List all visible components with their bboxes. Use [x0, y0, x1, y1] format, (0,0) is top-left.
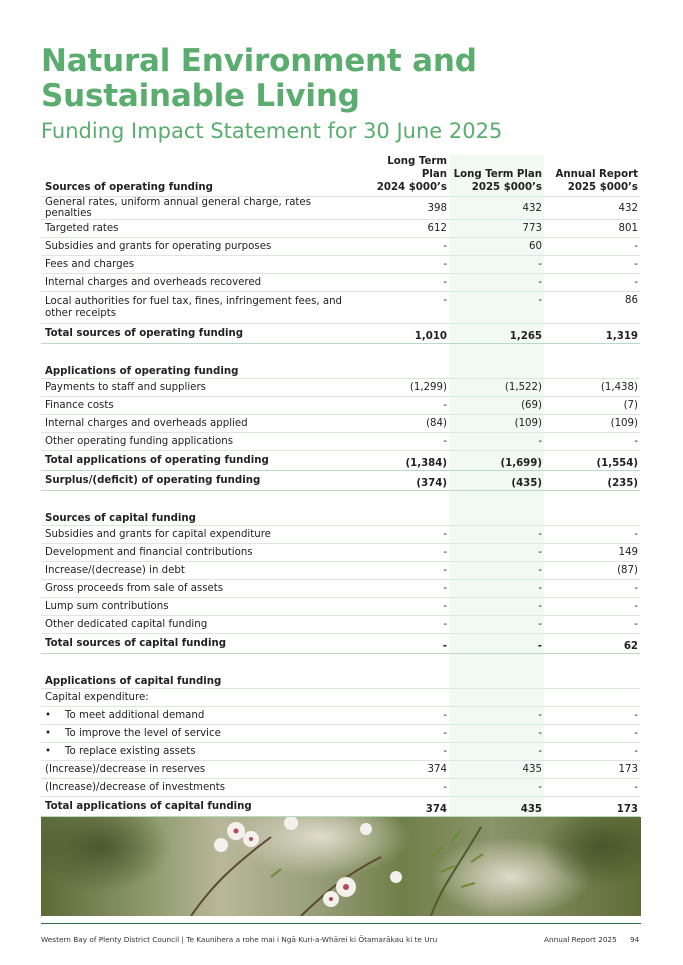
table-row-general-rates [41, 197, 640, 220]
page-title-line-2: Sustainable Living [41, 78, 360, 114]
table-cell-value: (1,438) [544, 379, 640, 397]
table-header-row [41, 155, 640, 197]
footer-council-name: Western Bay of Plenty District Council | Te Kaunihera a rohe mai i Ngā Kuri-a-Whārei ki Ōtamarākau ki te Uru [41, 935, 438, 944]
table-cell-value: - [449, 274, 544, 292]
table-row-total-sources-capital [41, 634, 640, 654]
table-row-investments [41, 779, 640, 797]
manuka-flowers-illustration [41, 817, 641, 916]
table-cell-value: (235) [544, 471, 640, 491]
table-cell-value: (435) [449, 471, 544, 491]
table-cell-label [41, 491, 356, 505]
table-cell-value: - [449, 562, 544, 580]
table-cell-label: Total applications of operating funding [41, 451, 356, 471]
table-row-total-applications-capital [41, 797, 640, 817]
table-cell-value: - [356, 238, 449, 256]
table-cell-value: - [544, 256, 640, 274]
table-cell-label [544, 357, 640, 379]
table-cell-label [41, 654, 356, 668]
table-cell-value: 173 [544, 761, 640, 779]
table-cell-label [544, 504, 640, 526]
table-row-total-sources-operating [41, 324, 640, 344]
table-cell-value: - [449, 779, 544, 797]
table-cell-value: 1,319 [544, 324, 640, 344]
table-cell-value: 173 [544, 797, 640, 817]
table-cell-label: Lump sum contributions [41, 598, 356, 616]
table-cell-value: 435 [449, 797, 544, 817]
table-cell-value: - [449, 743, 544, 761]
table-cell-value: (1,522) [449, 379, 544, 397]
page-number: 94 [630, 935, 640, 944]
table-cell-value: 612 [356, 220, 449, 238]
table-cell-value: - [544, 725, 640, 743]
table-cell-value: - [449, 634, 544, 654]
table-cell-label [449, 504, 544, 526]
table-cell-label [449, 344, 544, 358]
table-cell-value: - [449, 433, 544, 451]
table-row-total-applications-operating [41, 451, 640, 471]
table-cell-label: Sources of capital funding [41, 504, 356, 526]
table-cell-value: - [544, 598, 640, 616]
table-cell-value: (87) [544, 562, 640, 580]
table-row-local-authorities [41, 292, 640, 324]
table-row-other-dedicated [41, 616, 640, 634]
table-cell-value: - [544, 580, 640, 598]
table-cell-label: Increase/(decrease) in debt [41, 562, 356, 580]
table-cell-label: Other operating funding applications [41, 433, 356, 451]
table-cell-value: - [449, 707, 544, 725]
table-cell-value: - [356, 274, 449, 292]
table-cell-value: (1,384) [356, 451, 449, 471]
table-cell-value: - [544, 743, 640, 761]
table-cell-value: - [544, 238, 640, 256]
table-cell-label [544, 667, 640, 689]
table-row-internal-applied [41, 415, 640, 433]
table-cell-label: Capital expenditure: [41, 689, 356, 707]
footer-report-title: Annual Report 2025 [544, 935, 617, 944]
table-cell-label: Other dedicated capital funding [41, 616, 356, 634]
table-cell-label [356, 654, 449, 668]
table-cell-value: 62 [544, 634, 640, 654]
table-cell-value: - [449, 256, 544, 274]
table-row-finance-costs [41, 397, 640, 415]
table-row-reserves [41, 761, 640, 779]
table-cell-label: Development and financial contributions [41, 544, 356, 562]
table-row-surplus-operating [41, 471, 640, 491]
table-cell-value: 1,010 [356, 324, 449, 344]
table-cell-label [449, 689, 544, 707]
table-cell-value: (374) [356, 471, 449, 491]
column-header-ltp-2025: Long Term Plan 2025 $000’s [449, 155, 544, 197]
table-cell-label [544, 689, 640, 707]
table-cell-value: (109) [544, 415, 640, 433]
table-cell-label [356, 491, 449, 505]
table-cell-value: 374 [356, 761, 449, 779]
table-cell-label [41, 344, 356, 358]
table-cell-label [356, 667, 449, 689]
table-cell-value: 86 [544, 292, 640, 324]
table-cell-label [449, 491, 544, 505]
table-cell-label: Total applications of capital funding [41, 797, 356, 817]
section-heading-sources-operating: Sources of operating funding [41, 155, 356, 197]
funding-impact-table [41, 155, 640, 857]
table-cell-value: - [356, 397, 449, 415]
table-cell-label: (Increase)/decrease of investments [41, 779, 356, 797]
table-cell-label: Subsidies and grants for operating purposes [41, 238, 356, 256]
table-row-subsidies-capital [41, 526, 640, 544]
table-cell-value: - [356, 779, 449, 797]
table-cell-value: - [544, 779, 640, 797]
footer-rule [41, 923, 641, 924]
section-heading-applications-capital [41, 667, 640, 689]
table-cell-value: - [356, 616, 449, 634]
table-cell-value: - [449, 725, 544, 743]
table-cell-value: (7) [544, 397, 640, 415]
table-row-increase-debt [41, 562, 640, 580]
table-cell-value: - [356, 544, 449, 562]
table-cell-value: - [356, 256, 449, 274]
column-header-annual-report-2025: Annual Report 2025 $000’s [544, 155, 640, 197]
table-cell-label: Internal charges and overheads applied [41, 415, 356, 433]
table-cell-label: (Increase)/decrease in reserves [41, 761, 356, 779]
table-cell-label: Total sources of capital funding [41, 634, 356, 654]
table-cell-value: - [356, 743, 449, 761]
table-cell-value: - [356, 562, 449, 580]
table-cell-label: Fees and charges [41, 256, 356, 274]
table-row-gross-proceeds [41, 580, 640, 598]
table-cell-label [356, 344, 449, 358]
table-cell-value: (1,699) [449, 451, 544, 471]
table-row-improve-service [41, 725, 640, 743]
table-cell-label: Surplus/(deficit) of operating funding [41, 471, 356, 491]
table-cell-value: (84) [356, 415, 449, 433]
table-cell-label [544, 491, 640, 505]
table-cell-label: Local authorities for fuel tax, fines, infringement fees, and other receipts [41, 292, 356, 324]
table-cell-value: 398 [356, 197, 449, 220]
table-cell-value: - [356, 292, 449, 324]
table-row-lump-sum [41, 598, 640, 616]
table-cell-value: 435 [449, 761, 544, 779]
table-cell-label [544, 654, 640, 668]
table-cell-value: - [356, 725, 449, 743]
table-cell-value: 432 [449, 197, 544, 220]
table-cell-label: Payments to staff and suppliers [41, 379, 356, 397]
table-row-subsidies-operating [41, 238, 640, 256]
table-cell-value: - [544, 616, 640, 634]
table-cell-value: - [449, 544, 544, 562]
table-row-replace-assets [41, 743, 640, 761]
table-cell-label: • To meet additional demand [41, 707, 356, 725]
table-cell-value: - [544, 433, 640, 451]
table-cell-value: (69) [449, 397, 544, 415]
table-row-meet-demand [41, 707, 640, 725]
table-cell-value: - [449, 580, 544, 598]
table-cell-value: - [356, 634, 449, 654]
table-cell-value: (109) [449, 415, 544, 433]
table-cell-label [449, 357, 544, 379]
table-cell-label [544, 344, 640, 358]
table-cell-value: - [544, 274, 640, 292]
table-cell-label: Total sources of operating funding [41, 324, 356, 344]
table-cell-label: General rates, uniform annual general charge, rates penalties [41, 197, 356, 220]
table-cell-label [356, 689, 449, 707]
table-row-fees [41, 256, 640, 274]
table-cell-value: (1,554) [544, 451, 640, 471]
table-cell-label: Gross proceeds from sale of assets [41, 580, 356, 598]
table-cell-label: Targeted rates [41, 220, 356, 238]
table-cell-value: - [544, 707, 640, 725]
table-cell-label [449, 654, 544, 668]
table-cell-value: - [356, 526, 449, 544]
table-cell-value: 149 [544, 544, 640, 562]
table-cell-value: - [356, 580, 449, 598]
table-cell-value: - [356, 707, 449, 725]
table-cell-label: Subsidies and grants for capital expenditure [41, 526, 356, 544]
table-cell-label: • To improve the level of service [41, 725, 356, 743]
table-row-internal-recovered [41, 274, 640, 292]
table-cell-value: 374 [356, 797, 449, 817]
table-cell-value: (1,299) [356, 379, 449, 397]
table-row-targeted-rates [41, 220, 640, 238]
table-cell-label [356, 504, 449, 526]
table-cell-value: - [356, 598, 449, 616]
section-heading-applications-operating [41, 357, 640, 379]
table-cell-label [449, 667, 544, 689]
table-row-development-contributions [41, 544, 640, 562]
table-cell-label: Applications of capital funding [41, 667, 356, 689]
table-cell-value: - [449, 526, 544, 544]
section-heading-sources-capital [41, 504, 640, 526]
table-cell-value: 801 [544, 220, 640, 238]
table-cell-value: 432 [544, 197, 640, 220]
table-row-payments-staff [41, 379, 640, 397]
table-cell-label: Internal charges and overheads recovered [41, 274, 356, 292]
table-cell-value: - [449, 598, 544, 616]
table-cell-label: Finance costs [41, 397, 356, 415]
table-cell-label: • To replace existing assets [41, 743, 356, 761]
manuka-flowers-photo [41, 817, 641, 916]
table-cell-label [356, 357, 449, 379]
column-header-ltp-2024: Long Term Plan 2024 $000’s [356, 155, 449, 197]
page-title-line-1: Natural Environment and [41, 43, 477, 79]
table-row-other-operating [41, 433, 640, 451]
table-cell-value: 60 [449, 238, 544, 256]
page-title [41, 44, 477, 114]
table-cell-value: - [544, 526, 640, 544]
table-cell-value: 773 [449, 220, 544, 238]
table-cell-value: - [449, 292, 544, 324]
table-cell-value: - [449, 616, 544, 634]
table-cell-value: - [356, 433, 449, 451]
table-cell-value: 1,265 [449, 324, 544, 344]
table-row-capital-expenditure [41, 689, 640, 707]
page-subtitle: Funding Impact Statement for 30 June 2025 [41, 119, 503, 143]
table-cell-label: Applications of operating funding [41, 357, 356, 379]
